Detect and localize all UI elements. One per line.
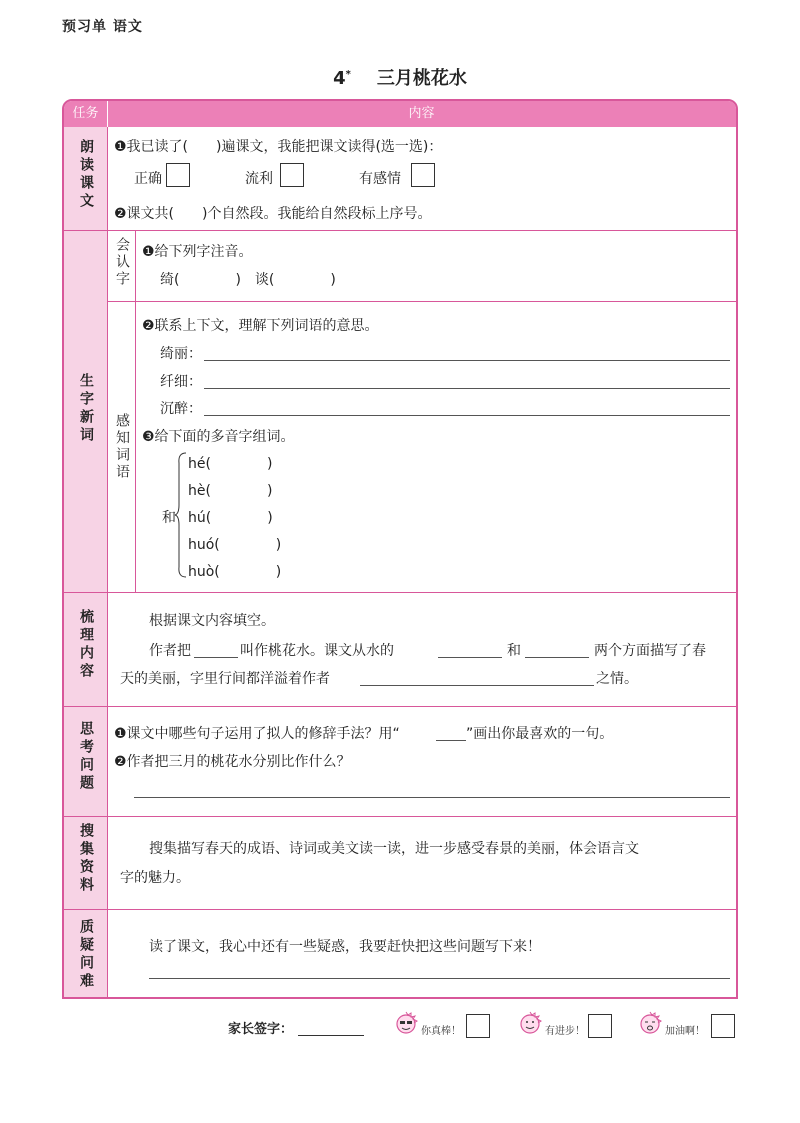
smiley-cool-icon <box>392 1010 420 1038</box>
shuli-l2a: 作者把 <box>149 643 191 659</box>
sikao-q1b: ”画出你最喜欢的一句。 <box>466 726 614 742</box>
section-label-langdu: 朗读课文 <box>78 139 94 211</box>
reading-huo4: huò( ) <box>188 564 282 580</box>
answer-line-qili[interactable] <box>204 360 730 361</box>
blank-3[interactable] <box>525 657 589 658</box>
header-content: 内容 <box>408 106 435 121</box>
section-label-zhiyi: 质疑问难 <box>78 919 94 991</box>
polyphone-he: 和 <box>162 510 176 526</box>
sub-label-ganzhi: 感知词语 <box>114 413 130 481</box>
option-label-yougan: 有感情 <box>359 171 401 187</box>
answer-line-sikao[interactable] <box>134 797 730 798</box>
blank-1[interactable] <box>194 657 238 658</box>
word-chenzui: 沉醉： <box>160 401 202 417</box>
brace-icon <box>174 451 188 579</box>
smiley-cheer-icon <box>636 1010 664 1038</box>
shuli-intro: 根据课文内容填空。 <box>149 613 275 629</box>
reading-huo2: huó( ) <box>188 537 282 553</box>
section-label-shuli: 梳理内容 <box>78 609 94 681</box>
reading-hu: hú( ) <box>188 510 273 526</box>
sample-underline <box>436 740 466 741</box>
shengzi-line3: ❷联系上下文，理解下列词语的意思。 <box>142 318 379 334</box>
sikao-q1a: ❶课文中哪些句子运用了拟人的修辞手法？用“ <box>114 726 400 742</box>
header-task: 任务 <box>72 106 99 121</box>
shuli-l2c: 和 <box>507 643 521 659</box>
option-box-zhengque[interactable] <box>166 163 190 187</box>
answer-line-zhiyi[interactable] <box>149 978 730 979</box>
zhiyi-line1: 读了课文，我心中还有一些疑惑，我要赶快把这些问题写下来！ <box>149 939 541 955</box>
answer-line-chenzui[interactable] <box>204 415 730 416</box>
smiley-sun-icon <box>516 1010 544 1038</box>
lesson-mark: * <box>345 69 351 80</box>
option-label-liuli: 流利 <box>245 171 273 187</box>
section-label-soujia: 搜集资料 <box>78 823 94 895</box>
langdu-line2: ❷课文共( )个自然段。我能给自然段标上序号。 <box>114 206 432 222</box>
answer-line-xianxi[interactable] <box>204 388 730 389</box>
blank-4[interactable] <box>360 685 594 686</box>
soujia-line1: 搜集描写春天的成语、诗词或美文读一读，进一步感受春景的美丽，体会语言文 <box>149 841 639 857</box>
stamp-box-progress[interactable] <box>588 1014 612 1038</box>
soujia-line2: 字的魅力。 <box>120 870 190 886</box>
parent-sign-line[interactable] <box>298 1035 364 1036</box>
option-label-zhengque: 正确 <box>134 171 162 187</box>
option-box-yougan[interactable] <box>411 163 435 187</box>
sikao-q2: ❷作者把三月的桃花水分别比作什么？ <box>114 754 351 770</box>
section-label-sikao: 思考问题 <box>78 721 94 793</box>
shuli-l3a: 天的美丽，字里行间都洋溢着作者 <box>120 671 330 687</box>
reading-he4: hè( ) <box>188 483 273 499</box>
shuli-l2b: 叫作桃花水。课文从水的 <box>240 643 394 659</box>
blank-2[interactable] <box>438 657 502 658</box>
worksheet-table <box>62 99 738 999</box>
lesson-number: 4 <box>333 68 346 89</box>
langdu-line1: ❶我已读了( )遍课文，我能把课文读得(选一选)： <box>114 139 443 155</box>
shengzi-line1: ❶给下列字注音。 <box>142 244 253 260</box>
option-box-liuli[interactable] <box>280 163 304 187</box>
stamp-label-cheer: 加油啊！ <box>665 1026 705 1037</box>
reading-he: hé( ) <box>188 456 273 472</box>
section-label-shengzi: 生字新词 <box>78 373 94 445</box>
sub-label-huirenzi: 会认字 <box>114 237 130 288</box>
table-header <box>64 101 736 127</box>
stamp-box-great[interactable] <box>466 1014 490 1038</box>
shuli-l2d: 两个方面描写了春 <box>594 643 706 659</box>
shuli-l3b: 之情。 <box>596 671 638 687</box>
stamp-box-cheer[interactable] <box>711 1014 735 1038</box>
stamp-label-progress: 有进步！ <box>545 1026 585 1037</box>
stamp-label-great: 你真棒！ <box>421 1026 461 1037</box>
parent-sign-label: 家长签字： <box>228 1022 294 1037</box>
shengzi-line2: 绮( ) 谈( ) <box>160 272 336 288</box>
lesson-title <box>0 64 800 90</box>
lesson-name: 三月桃花水 <box>376 68 467 89</box>
word-qili: 绮丽： <box>160 346 202 362</box>
shengzi-line4: ❸给下面的多音字组词。 <box>142 429 295 445</box>
word-xianxi: 纤细： <box>160 374 202 390</box>
doc-header: 预习单 语文 <box>62 19 143 35</box>
